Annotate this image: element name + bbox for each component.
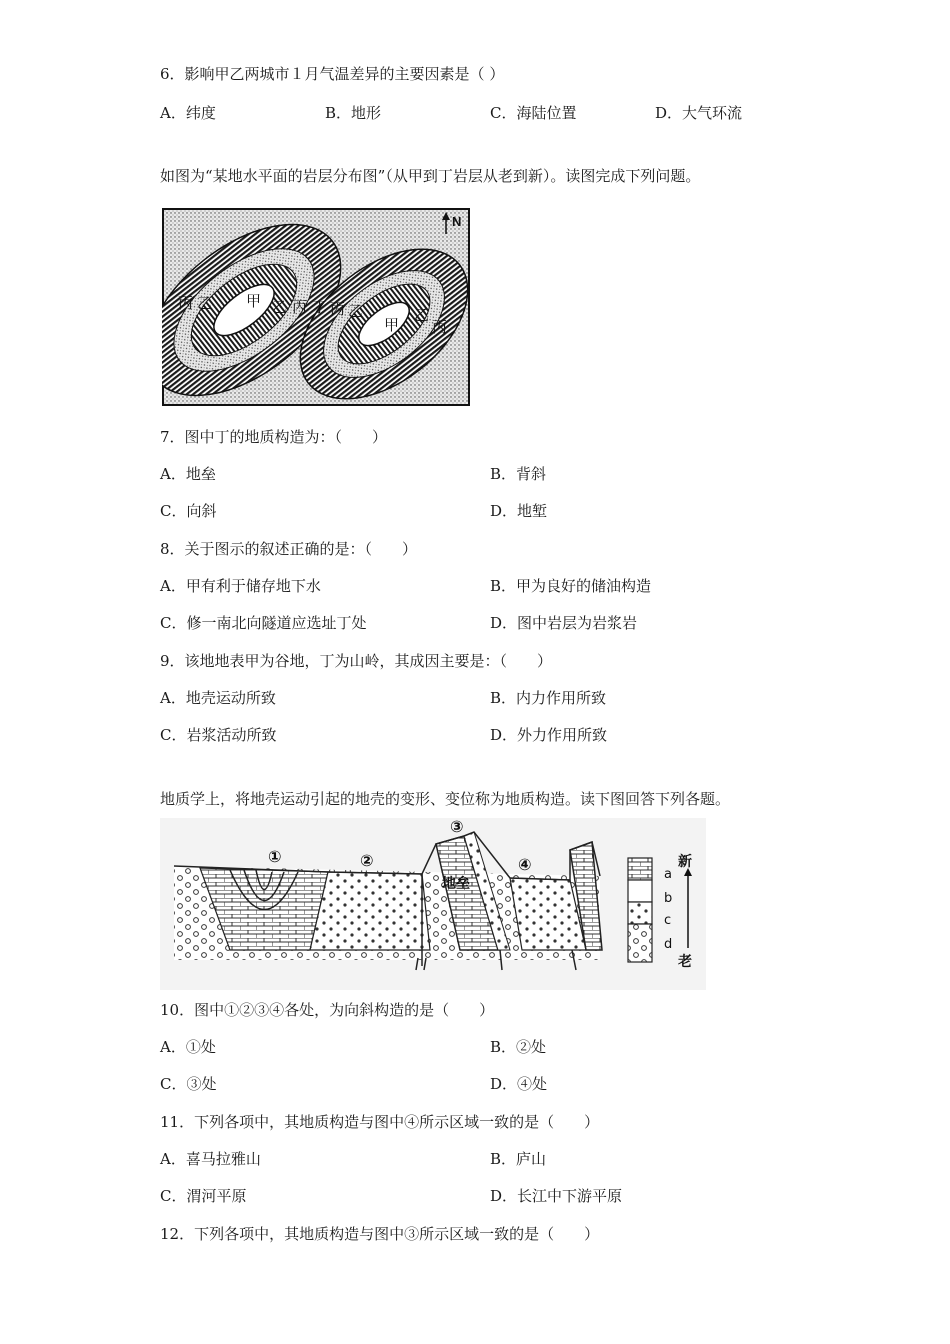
layer-label-yi: 乙 [414,306,430,324]
q7-option-c: C．向斜 [160,502,217,520]
q6-option-d: D．大气环流 [655,104,743,122]
q11-option-b: B．庐山 [490,1150,547,1168]
rock-strata-map-figure [162,208,472,408]
q9-option-a: A．地壳运动所致 [160,689,276,707]
intro-rock-strata: 如图为“某地水平面的岩层分布图”（从甲到丁岩层从老到新）。读图完成下列问题。 [160,167,701,185]
marker-1: ① [268,847,282,866]
q12-stem: 12．下列各项中，其地质构造与图中③所示区域一致的是（ ） [160,1225,600,1243]
q6-option-c: C．海陆位置 [490,104,577,122]
q6-option-a: A．纬度 [160,104,216,122]
layer-label-bing: 丙 [178,294,194,312]
q11-option-a: A．喜马拉雅山 [160,1150,261,1168]
layer-label-bing: 丙 [330,300,346,318]
layer-label-yi: 乙 [348,302,364,320]
q8-option-c: C．修一南北向隧道应选址丁处 [160,614,367,632]
q10-option-b: B．②处 [490,1038,547,1056]
legend-layer-a: a [664,867,672,882]
layer-label-bing: 丙 [292,298,308,316]
layer-label-jia: 甲 [384,316,400,334]
q11-stem: 11．下列各项中，其地质构造与图中④所示区域一致的是（ ） [160,1113,600,1131]
q7-option-a: A．地垒 [160,465,216,483]
marker-2: ② [360,851,374,870]
legend-layer-b: b [664,891,673,906]
layer-label-ding: 丁 [312,298,328,316]
q8-option-d: D．图中岩层为岩浆岩 [490,614,638,632]
legend-layer-c: c [664,913,672,928]
q9-stem: 9．该地地表甲为谷地，丁为山岭，其成因主要是：（ ） [160,652,553,670]
q6-stem: 6．影响甲乙两城市１月气温差异的主要因素是（ ） [160,65,505,83]
q8-stem: 8．关于图示的叙述正确的是：（ ） [160,540,418,558]
q9-option-c: C．岩浆活动所致 [160,726,277,744]
q8-option-a: A．甲有利于储存地下水 [160,577,321,595]
layer-label-jia: 甲 [246,292,262,310]
q8-option-b: B．甲为良好的储油构造 [490,577,652,595]
marker-3: ③ [450,818,464,836]
q6-option-b: B．地形 [325,104,382,122]
layer-label-yi: 乙 [197,294,213,312]
layer-label-yi: 乙 [272,298,288,316]
q11-option-d: D．长江中下游平原 [490,1187,623,1205]
marker-4: ④ [518,855,532,874]
q10-stem: 10．图中①②③④各处，为向斜构造的是（ ） [160,1001,495,1019]
q11-option-c: C．渭河平原 [160,1187,247,1205]
geologic-cross-section-figure [160,818,706,990]
q10-option-a: A．①处 [160,1038,216,1056]
layer-label-bing: 丙 [432,318,448,336]
q10-option-c: C．③处 [160,1075,217,1093]
q7-stem: 7．图中丁的地质构造为：（ ） [160,428,388,446]
horst-label: 地垒 [442,876,470,892]
q9-option-d: D．外力作用所致 [490,726,608,744]
legend-new-label: 新 [678,854,692,870]
q7-option-b: B．背斜 [490,465,547,483]
intro-geologic-structure: 地质学上，将地壳运动引起的地壳的变形、变位称为地质构造。读下图回答下列各题。 [160,790,731,808]
q7-option-d: D．地堑 [490,502,548,520]
q9-option-b: B．内力作用所致 [490,689,607,707]
legend-layer-d: d [664,937,673,952]
q10-option-d: D．④处 [490,1075,548,1093]
legend-old-label: 老 [678,954,692,970]
north-label: N [452,214,462,229]
